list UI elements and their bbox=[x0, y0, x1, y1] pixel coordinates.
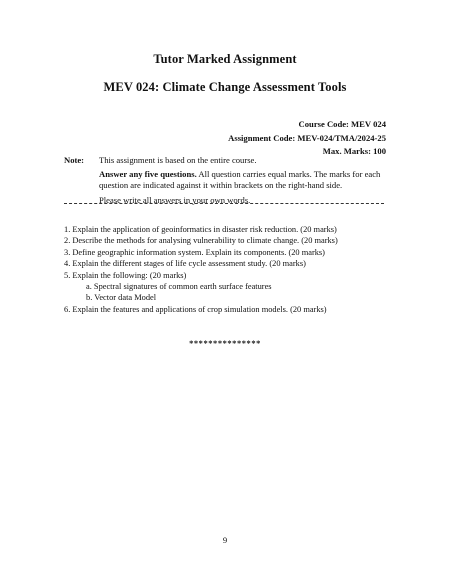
question-item: 2. Describe the methods for analysing vulnerability to climate change. (20 marks) bbox=[64, 236, 338, 246]
question-item: 4. Explain the different stages of life cycle assessment study. (20 marks) bbox=[64, 259, 306, 269]
question-subitem: b. Vector data Model bbox=[86, 293, 157, 303]
question-subitem: a. Spectral signatures of common earth surface features bbox=[86, 282, 272, 292]
question-item: 6. Explain the features and applications of crop simulation models. (20 marks) bbox=[64, 304, 327, 314]
note-line-1: This assignment is based on the entire course. bbox=[99, 155, 257, 165]
page-number: 9 bbox=[222, 535, 228, 545]
course-code: Course Code: MEV 024 bbox=[298, 119, 386, 129]
question-item: 5. Explain the following: (20 marks) bbox=[64, 270, 187, 280]
assignment-code: Assignment Code: MEV-024/TMA/2024-25 bbox=[228, 132, 386, 143]
end-separator: *************** bbox=[189, 339, 261, 348]
note-line-3: Please write all answers in your own words. bbox=[99, 195, 251, 205]
document-title: Tutor Marked Assignment bbox=[153, 52, 297, 66]
note-instructions bbox=[99, 169, 396, 191]
note-label: Note: bbox=[64, 155, 85, 165]
question-list bbox=[64, 224, 394, 315]
note-instruction-bold: Answer any five questions. bbox=[99, 169, 197, 179]
course-title: MEV 024: Climate Change Assessment Tools bbox=[103, 80, 347, 94]
course-codes-block bbox=[228, 118, 386, 159]
note-instruction-rest: All question carries equal marks. The marks for each question are indicated against it within brackets on the right-hand side. bbox=[99, 169, 381, 190]
max-marks: Max. Marks: 100 bbox=[322, 146, 386, 157]
dashed-divider bbox=[64, 203, 384, 204]
question-item: 3. Define geographic information system. Explain its components. (20 marks) bbox=[64, 247, 325, 257]
note-block bbox=[99, 155, 396, 206]
question-item: 1. Explain the application of geoinformatics in disaster risk reduction. (20 marks) bbox=[64, 225, 337, 234]
